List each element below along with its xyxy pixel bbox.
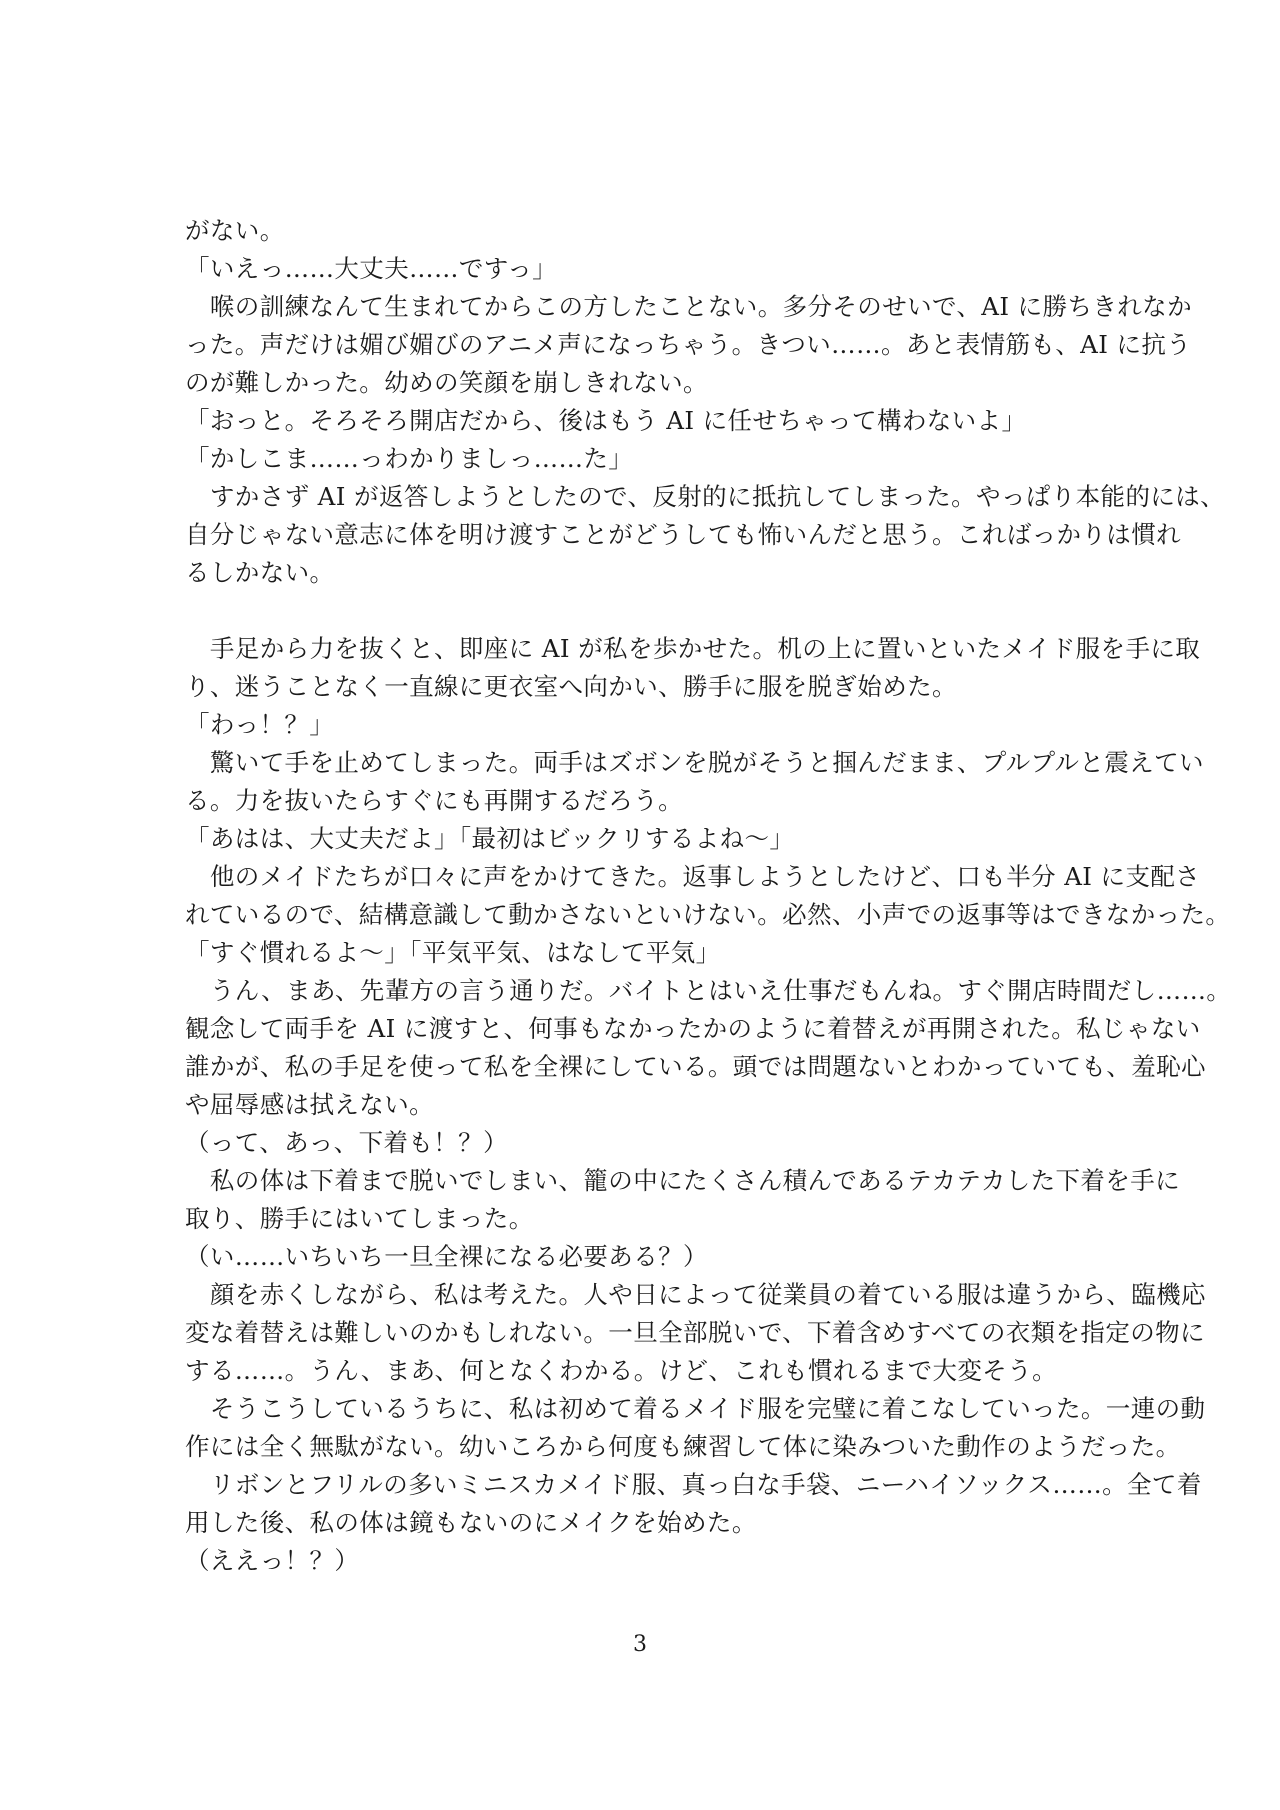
- text-line: 変な着替えは難しいのかもしれない。一旦全部脱いで、下着含めすべての衣類を指定の物に: [185, 1318, 1205, 1347]
- text-line: 用した後、私の体は鏡もないのにメイクを始めた。: [185, 1508, 757, 1537]
- blank-line: [185, 592, 1100, 630]
- text-line: 他のメイドたちが口々に声をかけてきた。返事しようとしたけど、口も半分 AI に支配さ: [185, 862, 1201, 891]
- text-line: る。力を抜いたらすぐにも再開するだろう。: [185, 786, 683, 815]
- text-line: （ええっ！？）: [185, 1546, 360, 1575]
- text-line: 手足から力を抜くと、即座に AI が私を歩かせた。机の上に置いといたメイド服を手に取: [185, 634, 1201, 663]
- text-line: のが難しかった。幼めの笑顔を崩しきれない。: [185, 368, 708, 397]
- text-line: 作には全く無駄がない。幼いころから何度も練習して体に染みついた動作のようだった。: [185, 1432, 1181, 1461]
- text-line: 「すぐ慣れるよ～」「平気平気、はなして平気」: [185, 938, 721, 967]
- text-line: り、迷うことなく一直線に更衣室へ向かい、勝手に服を脱ぎ始めた。: [185, 672, 957, 701]
- text-line: 「おっと。そろそろ開店だから、後はもう AI に任せちゃって構わないよ」: [185, 406, 1027, 435]
- text-line: がない。: [185, 216, 285, 245]
- text-line: 誰かが、私の手足を使って私を全裸にしている。頭では問題ないとわかっていても、羞恥心: [185, 1052, 1206, 1081]
- text-line: 自分じゃない意志に体を明け渡すことがどうしても怖いんだと思う。こればっかりは慣れ: [185, 520, 1181, 549]
- page-number: 3: [633, 1632, 647, 1657]
- text-line: 「わっ！？」: [185, 710, 335, 739]
- text-line: 「いえっ……大丈夫……ですっ」: [185, 254, 558, 283]
- text-line: うん、まあ、先輩方の言う通りだ。バイトとはいえ仕事だもんね。すぐ開店時間だし……。: [185, 976, 1232, 1005]
- text-line: そうこうしているうちに、私は初めて着るメイド服を完璧に着こなしていった。一連の動: [185, 1394, 1206, 1423]
- text-line: 「かしこま……っわかりましっ……た」: [185, 444, 634, 473]
- text-line: 喉の訓練なんて生まれてからこの方したことない。多分そのせいで、AI に勝ちきれなか: [185, 292, 1192, 321]
- text-line: すかさず AI が返答しようとしたので、反射的に抵抗してしまった。やっぱり本能的には、: [185, 482, 1226, 511]
- text-line: 顔を赤くしながら、私は考えた。人や日によって従業員の着ている服は違うから、臨機応: [185, 1280, 1206, 1309]
- text-line: する……。うん、まあ、何となくわかる。けど、これも慣れるまで大変そう。: [185, 1356, 1057, 1385]
- text-line: 驚いて手を止めてしまった。両手はズボンを脱がそうと掴んだまま、プルプルと震えてい: [185, 748, 1204, 777]
- body-text: [185, 212, 1232, 1580]
- text-line: 「あはは、大丈夫だよ」「最初はビックリするよね～」: [185, 824, 795, 853]
- text-line: 観念して両手を AI に渡すと、何事もなかったかのように着替えが再開された。私じゃない: [185, 1014, 1201, 1043]
- text-line: 私の体は下着まで脱いでしまい、籠の中にたくさん積んであるテカテカした下着を手に: [185, 1166, 1181, 1195]
- text-line: 取り、勝手にはいてしまった。: [185, 1204, 534, 1233]
- text-line: （い……いちいち一旦全裸になる必要ある？）: [185, 1242, 708, 1271]
- text-line: るしかない。: [185, 558, 335, 587]
- text-line: れているので、結構意識して動かさないといけない。必然、小声での返事等はできなかった。: [185, 900, 1231, 929]
- text-line: や屈辱感は拭えない。: [185, 1090, 434, 1119]
- text-line: （って、あっ、下着も！？）: [185, 1128, 508, 1157]
- text-line: った。声だけは媚び媚びのアニメ声になっちゃう。きつい……。あと表情筋も、AI に抗う: [185, 330, 1192, 359]
- text-line: リボンとフリルの多いミニスカメイド服、真っ白な手袋、ニーハイソックス……。全て着: [185, 1470, 1202, 1499]
